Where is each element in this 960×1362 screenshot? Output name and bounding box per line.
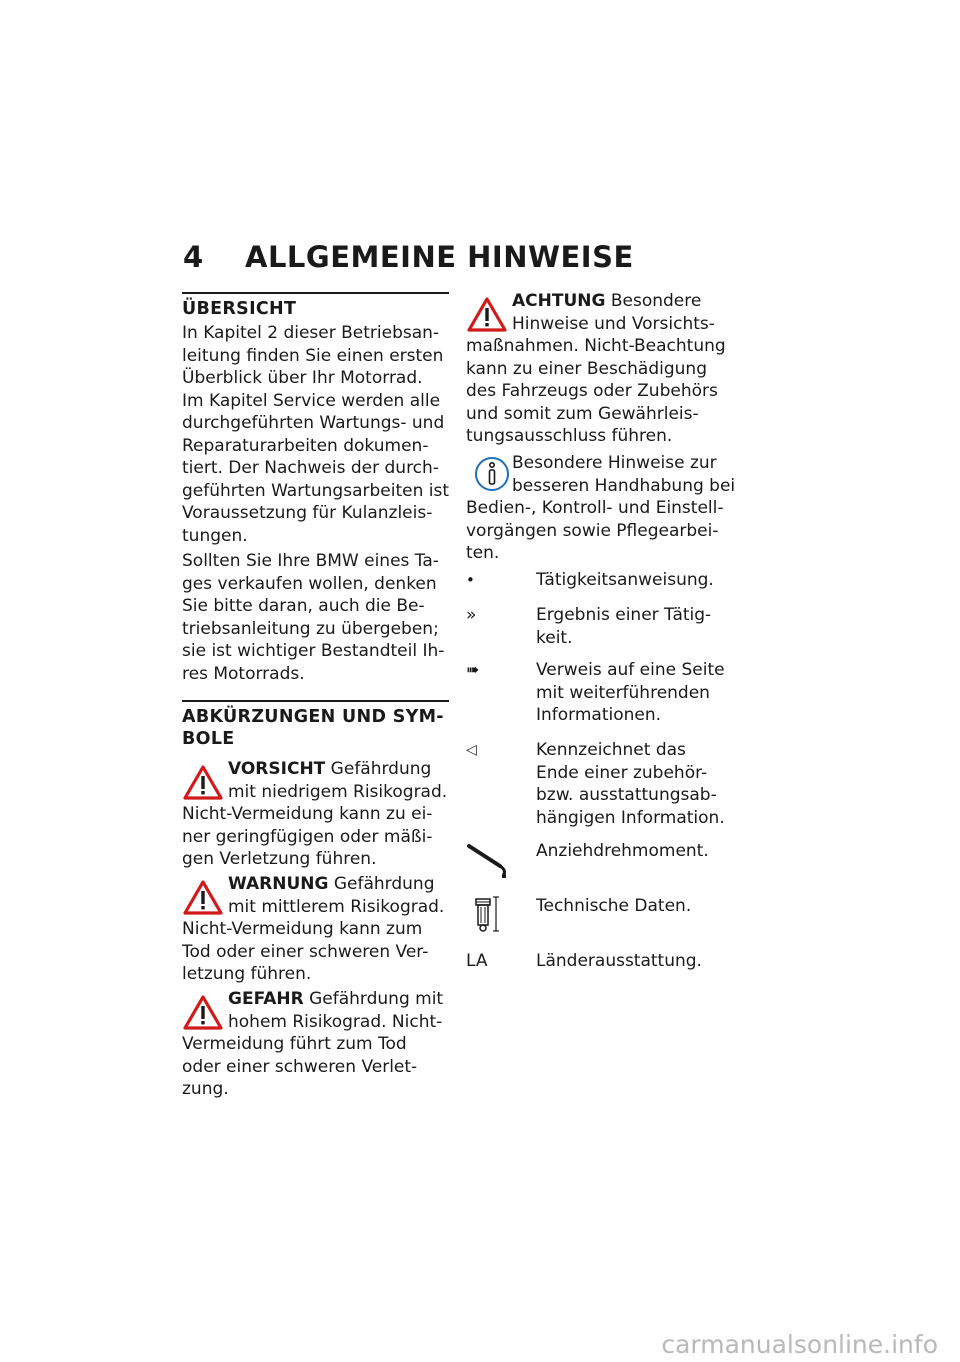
heading-line: BOLE xyxy=(182,729,235,749)
chapter-number: 4 xyxy=(183,240,204,274)
warning-triangle-icon xyxy=(466,296,508,334)
symbol-label: Kennzeichnet das xyxy=(536,740,686,760)
overview-paragraph-1 xyxy=(182,322,452,547)
symbol-label: Ende einer zubehör- xyxy=(536,762,708,783)
text-line: res Motorrads. xyxy=(182,663,305,684)
text-line: Reparaturarbeiten dokumen- xyxy=(182,435,429,456)
text-line: durchgeführten Wartungs- und xyxy=(182,413,445,433)
warning-keyword: WARNUNG xyxy=(228,874,329,894)
text-line: Sie bitte daran, auch die Be- xyxy=(182,596,425,616)
text-line: Im Kapitel Service werden alle xyxy=(182,390,441,411)
chapter-title xyxy=(183,240,634,274)
section-divider xyxy=(182,292,449,294)
symbol-label: hängigen Information. xyxy=(536,807,725,828)
warning-text: zung. xyxy=(182,1079,229,1099)
text-line: tungen. xyxy=(182,525,248,546)
text-line: In Kapitel 2 dieser Betriebsan- xyxy=(182,323,440,343)
warning-text: oder einer schweren Verlet- xyxy=(182,1056,418,1077)
warning-text: letzung führen. xyxy=(182,964,312,984)
warning-text: tungsausschluss führen. xyxy=(466,426,673,446)
symbol-label: Anziehdrehmoment. xyxy=(536,841,709,861)
symbol-label: Verweis auf eine Seite xyxy=(536,660,725,680)
warning-text: Gefährdung xyxy=(325,759,432,779)
symbol-label: keit. xyxy=(536,627,573,648)
text-line: leitung finden Sie einen ersten xyxy=(182,345,444,366)
info-text: besseren Handhabung bei xyxy=(512,475,736,496)
section-divider xyxy=(182,700,449,702)
end-marker-icon: ◁ xyxy=(466,742,477,758)
warning-text: ner geringfügigen oder mäßi- xyxy=(182,826,433,847)
country-equipment-abbrev: LA xyxy=(466,951,488,971)
info-text: vorgängen sowie Pflegearbei- xyxy=(466,520,719,541)
warning-text: maßnahmen. Nicht-Beachtung xyxy=(466,336,726,356)
warning-text: Vermeidung führt zum Tod xyxy=(182,1034,407,1054)
info-note xyxy=(466,452,741,565)
chapter-title-text: ALLGEMEINE HINWEISE xyxy=(245,240,634,274)
warning-text: Gefährdung mit xyxy=(303,989,444,1009)
torque-wrench-icon xyxy=(466,840,514,880)
warning-gefahr xyxy=(182,988,452,1101)
heading-line: ABKÜRZUNGEN UND SYM- xyxy=(182,707,444,727)
text-line: Voraussetzung für Kulanzleis- xyxy=(182,503,433,523)
overview-paragraph-2 xyxy=(182,550,452,685)
bullet-icon: • xyxy=(466,571,475,589)
warning-text: Hinweise und Vorsichts- xyxy=(512,313,715,334)
text-line: triebsanleitung zu übergeben; xyxy=(182,618,439,639)
watermark: carmanualsonline.info xyxy=(661,1330,938,1359)
symbol-label: Informationen. xyxy=(536,705,662,725)
text-line: ges verkaufen wollen, denken xyxy=(182,573,437,594)
info-icon xyxy=(474,454,510,494)
text-line: Sollten Sie Ihre BMW eines Ta- xyxy=(182,551,439,571)
result-arrow-icon: » xyxy=(466,605,477,625)
symbol-label: bzw. ausstattungsab- xyxy=(536,785,717,805)
warning-vorsicht xyxy=(182,758,452,871)
warning-text: mit mittlerem Risikograd. xyxy=(228,896,445,917)
warning-triangle-icon xyxy=(182,994,224,1032)
overview-heading: ÜBERSICHT xyxy=(182,299,297,319)
page-reference-icon: ➠ xyxy=(466,660,480,679)
warning-text: mit niedrigem Risikograd. xyxy=(228,781,448,802)
abbrev-heading xyxy=(182,706,444,750)
warning-keyword: GEFAHR xyxy=(228,989,304,1009)
symbol-label: Technische Daten. xyxy=(536,896,692,916)
text-line: sie ist wichtiger Bestandteil Ih- xyxy=(182,641,445,661)
warning-warnung xyxy=(182,873,452,986)
warning-keyword: VORSICHT xyxy=(228,759,326,779)
symbol-label: Tätigkeitsanweisung. xyxy=(536,570,714,590)
warning-triangle-icon xyxy=(182,879,224,917)
warning-text: hohem Risikograd. Nicht- xyxy=(228,1011,443,1032)
symbol-label: Länderausstattung. xyxy=(536,951,702,971)
warning-text: Tod oder einer schweren Ver- xyxy=(182,941,429,962)
warning-text: des Fahrzeugs oder Zubehörs xyxy=(466,381,718,401)
warning-achtung xyxy=(466,290,741,448)
info-text: Bedien-, Kontroll- und Einstell- xyxy=(466,498,724,518)
warning-text: gen Verletzung führen. xyxy=(182,849,377,869)
warning-text: und somit zum Gewährleis- xyxy=(466,403,699,424)
warning-triangle-icon xyxy=(182,764,224,802)
symbol-label: mit weiterführenden xyxy=(536,682,710,703)
technical-data-icon xyxy=(466,895,506,935)
warning-text: Gefährdung xyxy=(328,874,435,894)
info-text: ten. xyxy=(466,543,500,563)
warning-keyword: ACHTUNG xyxy=(512,291,606,311)
text-line: tiert. Der Nachweis der durch- xyxy=(182,458,439,478)
text-line: geführten Wartungsarbeiten ist xyxy=(182,480,449,501)
warning-text: kann zu einer Beschädigung xyxy=(466,358,707,379)
info-text: Besondere Hinweise zur xyxy=(512,453,717,473)
warning-text: Besondere xyxy=(605,291,702,311)
warning-text: Nicht-Vermeidung kann zum xyxy=(182,919,423,939)
text-line: Überblick über Ihr Motorrad. xyxy=(182,368,423,388)
warning-text: Nicht-Vermeidung kann zu ei- xyxy=(182,804,433,824)
symbol-label: Ergebnis einer Tätig- xyxy=(536,605,712,625)
